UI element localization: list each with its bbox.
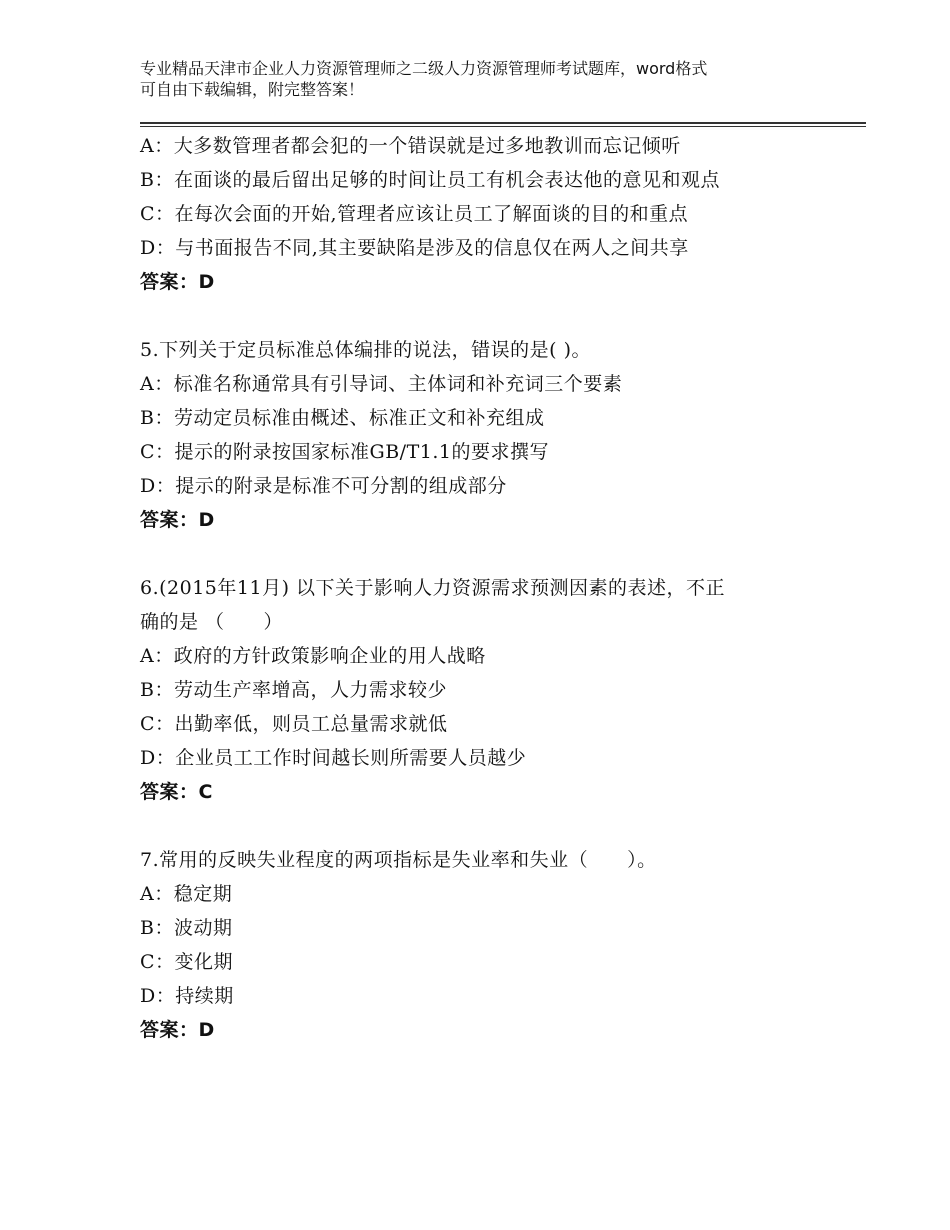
option-b: B：波动期: [140, 917, 233, 939]
header-line-1: 专业精品天津市企业人力资源管理师之二级人力资源管理师考试题库，word格式: [140, 59, 708, 78]
option-a: A：大多数管理者都会犯的一个错误就是过多地教训而忘记倾听: [140, 135, 681, 157]
answer: 答案：C: [140, 781, 213, 803]
question-block-prev: [140, 129, 860, 299]
question-stem-line-1: 6.(2015年11月) 以下关于影响人力资源需求预测因素的表述，不正: [140, 577, 726, 599]
option-c: C：出勤率低，则员工总量需求就低: [140, 713, 448, 735]
option-c: C：变化期: [140, 951, 234, 973]
option-b: B：劳动定员标准由概述、标准正文和补充组成: [140, 407, 545, 429]
question-block-6: [140, 571, 860, 809]
spacer: [140, 537, 860, 571]
option-c: C：提示的附录按国家标准GB/T1.1的要求撰写: [140, 441, 549, 463]
spacer: [140, 299, 860, 333]
question-list: [140, 129, 860, 1047]
answer: 答案：D: [140, 1019, 215, 1041]
option-d: D：企业员工工作时间越长则所需要人员越少: [140, 747, 527, 769]
option-a: A：政府的方针政策影响企业的用人战略: [140, 645, 486, 667]
option-c: C：在每次会面的开始,管理者应该让员工了解面谈的目的和重点: [140, 203, 689, 225]
option-d: D：与书面报告不同,其主要缺陷是涉及的信息仅在两人之间共享: [140, 237, 689, 259]
question-block-7: [140, 843, 860, 1047]
option-b: B：在面谈的最后留出足够的时间让员工有机会表达他的意见和观点: [140, 169, 720, 191]
option-a: A：标准名称通常具有引导词、主体词和补充词三个要素: [140, 373, 623, 395]
question-stem: 5.下列关于定员标准总体编排的说法，错误的是( )。: [140, 339, 591, 361]
option-b: B：劳动生产率增高，人力需求较少: [140, 679, 447, 701]
option-a: A：稳定期: [140, 883, 233, 905]
option-d: D：提示的附录是标准不可分割的组成部分: [140, 475, 507, 497]
spacer: [140, 809, 860, 843]
question-stem: 7.常用的反映失业程度的两项指标是失业率和失业（ ）。: [140, 849, 657, 871]
header-line-2: 可自由下载编辑，附完整答案！: [140, 80, 365, 99]
header-rule-thin: [140, 126, 866, 127]
answer: 答案：D: [140, 509, 215, 531]
header-rule-thick: [140, 122, 866, 124]
document-header: [140, 58, 820, 100]
question-stem-line-2: 确的是 （ ）: [140, 611, 284, 633]
question-block-5: [140, 333, 860, 537]
option-d: D：持续期: [140, 985, 234, 1007]
answer: 答案：D: [140, 271, 215, 293]
